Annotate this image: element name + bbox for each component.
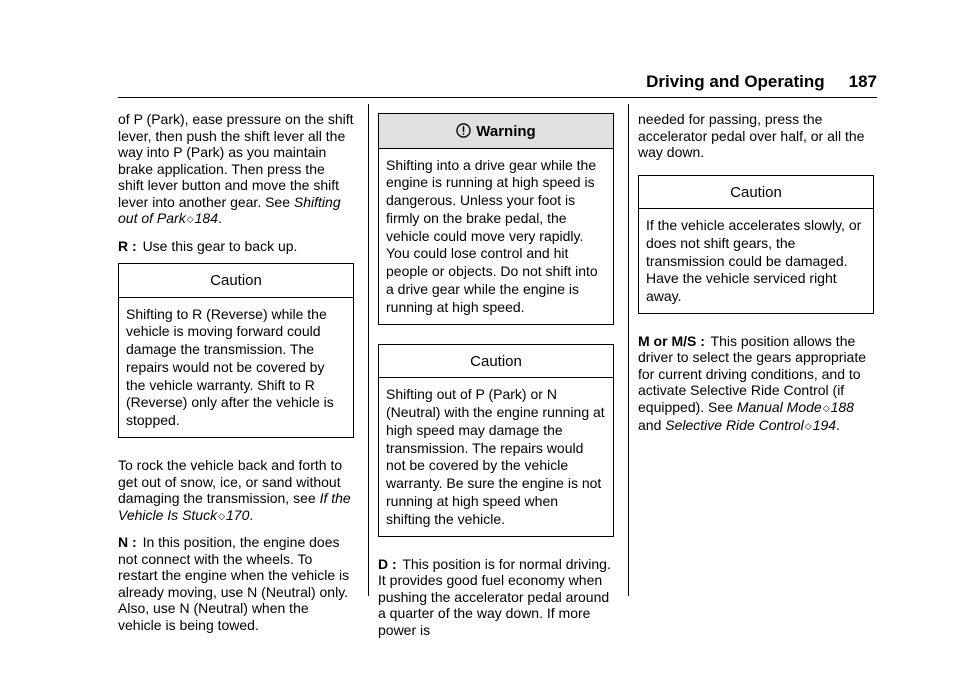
header-rule [118, 97, 877, 98]
vehicle-stuck-link[interactable]: If the Vehicle Is Stuck [118, 490, 351, 523]
manual-mode-link[interactable]: Manual Mode [736, 398, 822, 415]
warning-body: Shifting into a drive gear while the engine is running at high speed is dangerous. Unless your foot is firmly on the brake pedal, the vehicle could move very rapidly. You could lose control and hit people or objects. Do not shift into a drive gear while the engine is running at high speed. [386, 156, 598, 315]
page-ref-icon: ◇ [804, 421, 812, 432]
caution-title: Caution [639, 176, 873, 210]
shifting-out-of-park-link[interactable]: Shifting out of Park [118, 193, 341, 226]
drive-continued-paragraph: needed for passing, press the accelerator pedal over half, or all the way down. [638, 111, 865, 160]
caution-body: Shifting to R (Reverse) while the vehicle is moving forward could damage the transmission. The repairs would not be covered by the vehicle warranty. Shift to R (Reverse) only after the vehicle is stopped. [126, 305, 334, 429]
m-term: M or M/S : [638, 332, 705, 349]
column-2 [378, 111, 614, 647]
column-divider-2 [628, 104, 629, 596]
r-term: R : [118, 237, 137, 254]
caution-box-high-speed [378, 344, 614, 537]
page-ref-icon: ◇ [218, 510, 226, 521]
page-ref[interactable]: 188 [830, 398, 854, 415]
page-header [600, 72, 877, 92]
park-paragraph: of P (Park), ease pressure on the shift lever, then push the shift lever all the way into P (Park) as you maintain brake application. Then press the shift lever button and move the shift lever into another gear. See Shifting out of Park◇184. [118, 111, 354, 226]
warning-box [378, 113, 614, 325]
column-1 [118, 111, 354, 642]
column-3 [638, 111, 874, 445]
caution-box-reverse [118, 263, 354, 438]
n-term: N : [118, 534, 137, 551]
selective-ride-control-link[interactable]: Selective Ride Control [665, 417, 804, 434]
drive-paragraph: D : This position is for normal driving. It provides good fuel economy when pushing the accelerator pedal around a quarter of the way down. If more power is [378, 555, 611, 638]
reverse-paragraph: R : Use this gear to back up. [118, 237, 298, 254]
page-ref[interactable]: 194 [812, 417, 837, 434]
warning-icon [456, 123, 471, 138]
d-term: D : [378, 555, 397, 572]
page-ref[interactable]: 170 [226, 506, 250, 523]
neutral-paragraph: N : In this position, the engine does not connect with the wheels. To restart the engine when the vehicle is already moving, use N (Neutral) only. Also, use N (Neutral) when the vehicle is being towed. [118, 534, 350, 633]
page-ref-icon: ◇ [822, 402, 830, 413]
caution-title: Caution [119, 264, 353, 298]
caution-box-accelerate [638, 175, 874, 314]
rock-paragraph: To rock the vehicle back and forth to get out of snow, ice, or sand without damaging the transmission, see If the Vehicle Is Stuck◇170. [118, 457, 351, 523]
page-ref[interactable]: 184 [194, 210, 218, 226]
page-number: 187 [848, 72, 877, 91]
section-title: Driving and Operating [646, 72, 825, 91]
warning-title: Warning [476, 123, 536, 140]
caution-body: If the vehicle accelerates slowly, or does not shift gears, the transmission could be damaged. Have the vehicle serviced right away. [646, 217, 862, 305]
caution-title: Caution [379, 345, 613, 379]
page-ref-icon: ◇ [186, 214, 194, 224]
warning-title-bar [379, 114, 613, 149]
column-divider-1 [368, 104, 369, 596]
caution-body: Shifting out of P (Park) or N (Neutral) with the engine running at high speed may damage the transmission. The repairs would not be covered by the vehicle warranty. Be sure the engine is not running at high speed when shifting the vehicle. [386, 386, 605, 527]
manual-paragraph: M or M/S : This position allows the driver to select the gears appropriate for current driving conditions, and to activate Selective Ride Control (if equipped). See Manual Mode◇188 and Selective Ride Control◇194. [638, 332, 867, 434]
